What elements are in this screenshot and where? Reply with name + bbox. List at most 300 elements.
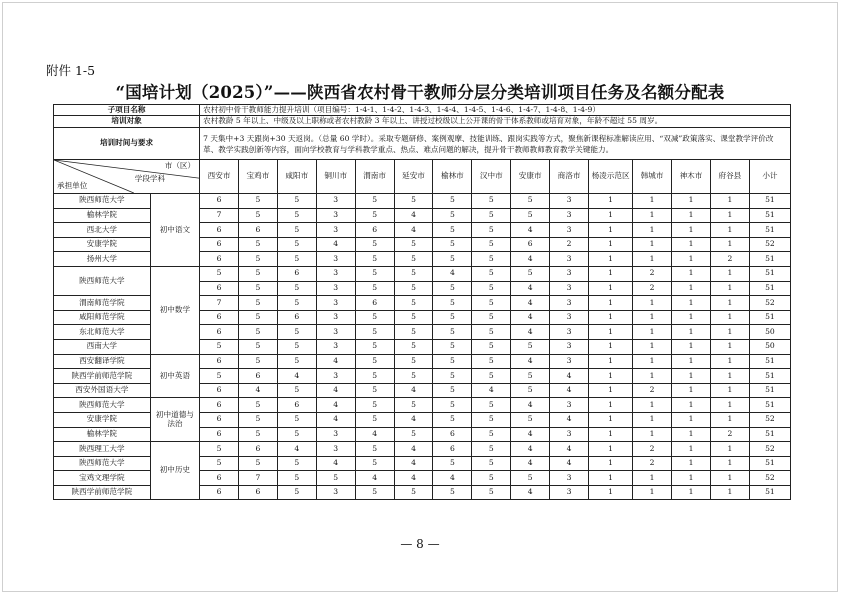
quota-cell: 5 xyxy=(277,339,316,354)
quota-cell: 6 xyxy=(433,442,472,457)
unit-cell: 西安外国语大学 xyxy=(54,383,151,398)
table-row xyxy=(54,266,791,281)
quota-cell: 6 xyxy=(200,398,239,413)
quota-cell: 5 xyxy=(394,325,433,340)
quota-cell: 1 xyxy=(589,427,633,442)
unit-cell: 陕西师范大学 xyxy=(54,456,151,471)
quota-cell: 1 xyxy=(672,471,711,486)
quota-cell: 1 xyxy=(672,485,711,500)
quota-cell: 6 xyxy=(355,296,394,311)
subproject-value: 农村初中骨干教师能力提升培训（项目编号：1-4-1、1-4-2、1-4-3、1-4-4、1-4-5、1-4-6、1-4-7、1-4-8、1-4-9） xyxy=(200,105,791,116)
quota-cell: 1 xyxy=(589,325,633,340)
quota-cell: 5 xyxy=(433,398,472,413)
quota-cell: 6 xyxy=(200,252,239,267)
quota-cell: 2 xyxy=(633,383,672,398)
quota-cell: 5 xyxy=(472,339,511,354)
quota-cell: 5 xyxy=(394,398,433,413)
quota-cell: 3 xyxy=(550,339,589,354)
quota-cell: 5 xyxy=(355,208,394,223)
unit-cell: 西北大学 xyxy=(54,223,151,238)
page-title: “国培计划（2025）”——陕西省农村骨干教师分层分类培训项目任务及名额分配表 xyxy=(115,83,725,102)
quota-cell: 5 xyxy=(355,325,394,340)
quota-cell: 5 xyxy=(277,252,316,267)
quota-cell: 5 xyxy=(472,442,511,457)
subtotal-cell: 52 xyxy=(749,237,790,252)
quota-cell: 1 xyxy=(589,296,633,311)
quota-cell: 3 xyxy=(316,485,355,500)
quota-cell: 5 xyxy=(472,310,511,325)
quota-cell: 3 xyxy=(316,325,355,340)
subtotal-cell: 51 xyxy=(749,383,790,398)
header-row xyxy=(54,160,791,194)
quota-cell: 4 xyxy=(394,471,433,486)
quota-cell: 5 xyxy=(355,252,394,267)
quota-cell: 5 xyxy=(511,383,550,398)
quota-cell: 5 xyxy=(355,281,394,296)
quota-cell: 5 xyxy=(433,354,472,369)
unit-cell: 安康学院 xyxy=(54,412,151,427)
quota-cell: 1 xyxy=(633,223,672,238)
quota-cell: 3 xyxy=(550,427,589,442)
quota-cell: 6 xyxy=(200,471,239,486)
quota-cell: 5 xyxy=(355,398,394,413)
quota-cell: 5 xyxy=(394,354,433,369)
quota-cell: 3 xyxy=(550,471,589,486)
quota-cell: 2 xyxy=(710,252,749,267)
quota-cell: 1 xyxy=(710,412,749,427)
unit-cell: 东北师范大学 xyxy=(54,325,151,340)
quota-cell: 1 xyxy=(633,325,672,340)
quota-cell: 5 xyxy=(277,281,316,296)
quota-cell: 5 xyxy=(200,442,239,457)
quota-cell: 4 xyxy=(550,383,589,398)
quota-cell: 5 xyxy=(433,223,472,238)
quota-cell: 5 xyxy=(355,354,394,369)
quota-cell: 1 xyxy=(710,442,749,457)
quota-cell: 1 xyxy=(589,383,633,398)
quota-cell: 3 xyxy=(316,310,355,325)
quota-cell: 3 xyxy=(550,252,589,267)
city-header: 西安市 xyxy=(200,160,239,194)
quota-cell: 5 xyxy=(277,383,316,398)
quota-cell: 5 xyxy=(394,339,433,354)
quota-cell: 1 xyxy=(633,339,672,354)
quota-cell: 4 xyxy=(277,442,316,457)
city-header: 神木市 xyxy=(672,160,711,194)
quota-cell: 1 xyxy=(672,354,711,369)
quota-cell: 5 xyxy=(200,266,239,281)
diagonal-header-cell xyxy=(54,160,200,194)
quota-cell: 4 xyxy=(511,442,550,457)
city-header: 小计 xyxy=(749,160,790,194)
quota-cell: 5 xyxy=(355,383,394,398)
quota-cell: 4 xyxy=(316,398,355,413)
quota-cell: 5 xyxy=(277,194,316,209)
quota-cell: 1 xyxy=(633,252,672,267)
quota-cell: 6 xyxy=(277,266,316,281)
quota-cell: 2 xyxy=(550,237,589,252)
quota-cell: 1 xyxy=(672,194,711,209)
city-header: 府谷县 xyxy=(710,160,749,194)
quota-cell: 1 xyxy=(633,194,672,209)
quota-cell: 5 xyxy=(472,266,511,281)
quota-cell: 5 xyxy=(433,325,472,340)
quota-cell: 5 xyxy=(472,194,511,209)
quota-cell: 5 xyxy=(433,237,472,252)
quota-cell: 5 xyxy=(433,339,472,354)
unit-cell: 西南大学 xyxy=(54,339,151,354)
quota-cell: 5 xyxy=(239,310,278,325)
subtotal-cell: 51 xyxy=(749,281,790,296)
quota-cell: 5 xyxy=(511,369,550,384)
unit-cell: 渭南师范学院 xyxy=(54,296,151,311)
quota-cell: 5 xyxy=(239,252,278,267)
diag-city-label: 市（区） xyxy=(164,161,196,170)
quota-cell: 5 xyxy=(472,398,511,413)
table-row xyxy=(54,194,791,209)
quota-cell: 4 xyxy=(511,252,550,267)
quota-cell: 5 xyxy=(200,339,239,354)
quota-cell: 4 xyxy=(511,354,550,369)
quota-cell: 1 xyxy=(710,223,749,238)
quota-cell: 5 xyxy=(277,208,316,223)
quota-cell: 1 xyxy=(710,354,749,369)
quota-cell: 4 xyxy=(511,456,550,471)
quota-cell: 5 xyxy=(355,194,394,209)
quota-cell: 3 xyxy=(550,266,589,281)
quota-cell: 5 xyxy=(239,325,278,340)
quota-cell: 5 xyxy=(433,208,472,223)
quota-cell: 1 xyxy=(672,412,711,427)
quota-cell: 1 xyxy=(589,310,633,325)
quota-cell: 1 xyxy=(633,369,672,384)
quota-cell: 1 xyxy=(672,369,711,384)
quota-cell: 1 xyxy=(589,412,633,427)
subtotal-cell: 50 xyxy=(749,325,790,340)
city-header: 渭南市 xyxy=(355,160,394,194)
quota-cell: 6 xyxy=(200,383,239,398)
quota-cell: 4 xyxy=(511,281,550,296)
quota-cell: 5 xyxy=(394,310,433,325)
subtotal-cell: 51 xyxy=(749,310,790,325)
quota-cell: 5 xyxy=(433,194,472,209)
table-row xyxy=(54,398,791,413)
subject-cell: 初中道德与法治 xyxy=(150,398,199,442)
quota-cell: 1 xyxy=(710,485,749,500)
quota-cell: 3 xyxy=(316,339,355,354)
quota-cell: 4 xyxy=(511,325,550,340)
quota-cell: 5 xyxy=(277,223,316,238)
subtotal-cell: 51 xyxy=(749,252,790,267)
table-row xyxy=(54,354,791,369)
quota-cell: 5 xyxy=(239,281,278,296)
quota-cell: 4 xyxy=(511,296,550,311)
subtotal-cell: 52 xyxy=(749,471,790,486)
subproject-label: 子项目名称 xyxy=(54,105,200,116)
quota-cell: 5 xyxy=(355,412,394,427)
quota-cell: 5 xyxy=(472,471,511,486)
quota-cell: 1 xyxy=(710,369,749,384)
quota-cell: 1 xyxy=(633,354,672,369)
quota-cell: 5 xyxy=(433,310,472,325)
quota-cell: 5 xyxy=(472,369,511,384)
quota-cell: 5 xyxy=(433,412,472,427)
quota-cell: 1 xyxy=(589,208,633,223)
quota-cell: 6 xyxy=(200,427,239,442)
quota-cell: 6 xyxy=(200,485,239,500)
quota-cell: 1 xyxy=(633,485,672,500)
quota-cell: 5 xyxy=(472,223,511,238)
quota-cell: 5 xyxy=(200,369,239,384)
quota-cell: 3 xyxy=(316,223,355,238)
quota-cell: 1 xyxy=(633,412,672,427)
quota-cell: 1 xyxy=(672,281,711,296)
quota-cell: 1 xyxy=(589,456,633,471)
quota-cell: 1 xyxy=(672,266,711,281)
quota-cell: 6 xyxy=(200,354,239,369)
quota-cell: 6 xyxy=(200,281,239,296)
quota-cell: 1 xyxy=(672,325,711,340)
subtotal-cell: 50 xyxy=(749,339,790,354)
quota-cell: 4 xyxy=(355,427,394,442)
subproject-row xyxy=(54,105,791,116)
target-label: 培训对象 xyxy=(54,116,200,128)
subject-cell: 初中数学 xyxy=(150,266,199,354)
quota-cell: 1 xyxy=(633,296,672,311)
quota-cell: 5 xyxy=(472,237,511,252)
quota-cell: 3 xyxy=(550,223,589,238)
quota-cell: 5 xyxy=(239,398,278,413)
quota-cell: 1 xyxy=(633,208,672,223)
subtotal-cell: 52 xyxy=(749,442,790,457)
quota-cell: 1 xyxy=(633,471,672,486)
quota-cell: 1 xyxy=(633,237,672,252)
quota-cell: 5 xyxy=(394,252,433,267)
quota-cell: 4 xyxy=(394,208,433,223)
quota-cell: 3 xyxy=(550,398,589,413)
quota-cell: 1 xyxy=(589,266,633,281)
city-header: 延安市 xyxy=(394,160,433,194)
city-header: 咸阳市 xyxy=(277,160,316,194)
quota-cell: 1 xyxy=(710,194,749,209)
unit-cell: 陕西师范大学 xyxy=(54,194,151,209)
quota-cell: 5 xyxy=(433,456,472,471)
city-header: 韩城市 xyxy=(633,160,672,194)
unit-cell: 榆林学院 xyxy=(54,427,151,442)
quota-cell: 5 xyxy=(511,266,550,281)
target-value: 农村教龄 5 年以上、中级及以上职称或者农村教龄 3 年以上、讲授过校级以上公开课的骨干体系教师或培育对象，年龄不超过 55 周岁。 xyxy=(200,116,791,128)
quota-cell: 3 xyxy=(550,194,589,209)
quota-cell: 5 xyxy=(277,237,316,252)
quota-cell: 5 xyxy=(277,427,316,442)
quota-cell: 6 xyxy=(511,237,550,252)
quota-cell: 3 xyxy=(316,442,355,457)
quota-cell: 2 xyxy=(633,456,672,471)
time-value: 7 天集中+3 天跟岗+30 天返岗。（总量 60 学时）。采取专题研修、案例观摩、技能训练、跟岗实践等方式，聚焦新课程标准解读应用、“双减”政策落实、课堂教学评价改革、教学实践创新等内容，面向学校教育与学科教学重点、热点、难点问题的解决，提升骨干教师教师教育教学关键能力。 xyxy=(200,128,791,160)
quota-cell: 1 xyxy=(672,223,711,238)
quota-cell: 5 xyxy=(394,296,433,311)
quota-cell: 5 xyxy=(472,296,511,311)
quota-cell: 1 xyxy=(589,442,633,457)
quota-cell: 6 xyxy=(200,194,239,209)
quota-cell: 3 xyxy=(550,310,589,325)
quota-cell: 4 xyxy=(511,427,550,442)
quota-cell: 3 xyxy=(316,208,355,223)
quota-cell: 4 xyxy=(550,369,589,384)
quota-cell: 4 xyxy=(394,223,433,238)
quota-cell: 4 xyxy=(394,383,433,398)
quota-cell: 5 xyxy=(511,194,550,209)
quota-cell: 5 xyxy=(239,412,278,427)
quota-cell: 3 xyxy=(550,354,589,369)
quota-cell: 5 xyxy=(394,194,433,209)
quota-cell: 1 xyxy=(672,339,711,354)
subtotal-cell: 51 xyxy=(749,354,790,369)
quota-cell: 1 xyxy=(589,354,633,369)
quota-cell: 2 xyxy=(633,281,672,296)
quota-cell: 6 xyxy=(200,310,239,325)
quota-cell: 5 xyxy=(472,252,511,267)
quota-cell: 1 xyxy=(710,325,749,340)
quota-cell: 3 xyxy=(550,208,589,223)
unit-cell: 陕西师范大学 xyxy=(54,266,151,295)
quota-cell: 1 xyxy=(589,252,633,267)
quota-cell: 4 xyxy=(316,412,355,427)
quota-cell: 3 xyxy=(316,427,355,442)
quota-cell: 4 xyxy=(511,398,550,413)
quota-cell: 5 xyxy=(394,369,433,384)
city-header: 汉中市 xyxy=(472,160,511,194)
quota-cell: 5 xyxy=(472,485,511,500)
quota-cell: 5 xyxy=(239,427,278,442)
quota-cell: 4 xyxy=(239,383,278,398)
quota-cell: 7 xyxy=(200,208,239,223)
subtotal-cell: 51 xyxy=(749,369,790,384)
quota-cell: 5 xyxy=(433,485,472,500)
subject-cell: 初中英语 xyxy=(150,354,199,398)
quota-cell: 6 xyxy=(200,237,239,252)
quota-cell: 4 xyxy=(472,383,511,398)
quota-cell: 1 xyxy=(672,442,711,457)
subtotal-cell: 52 xyxy=(749,296,790,311)
quota-cell: 5 xyxy=(394,266,433,281)
quota-cell: 6 xyxy=(277,398,316,413)
quota-cell: 4 xyxy=(511,485,550,500)
quota-cell: 4 xyxy=(511,310,550,325)
quota-cell: 5 xyxy=(511,339,550,354)
quota-cell: 1 xyxy=(589,194,633,209)
quota-cell: 5 xyxy=(239,354,278,369)
quota-cell: 4 xyxy=(316,383,355,398)
quota-cell: 4 xyxy=(433,471,472,486)
quota-cell: 5 xyxy=(277,296,316,311)
quota-cell: 1 xyxy=(589,281,633,296)
quota-cell: 4 xyxy=(394,412,433,427)
quota-cell: 6 xyxy=(200,223,239,238)
quota-cell: 6 xyxy=(200,325,239,340)
unit-cell: 陕西理工大学 xyxy=(54,442,151,457)
subtotal-cell: 52 xyxy=(749,412,790,427)
quota-cell: 2 xyxy=(710,427,749,442)
quota-cell: 1 xyxy=(672,310,711,325)
quota-cell: 1 xyxy=(710,296,749,311)
quota-cell: 6 xyxy=(239,369,278,384)
unit-cell: 陕西师范大学 xyxy=(54,398,151,413)
quota-cell: 5 xyxy=(277,456,316,471)
quota-cell: 4 xyxy=(550,412,589,427)
city-header: 安康市 xyxy=(511,160,550,194)
quota-cell: 1 xyxy=(672,296,711,311)
quota-cell: 4 xyxy=(394,456,433,471)
subtotal-cell: 51 xyxy=(749,456,790,471)
quota-cell: 1 xyxy=(633,310,672,325)
city-header: 杨凌示范区 xyxy=(589,160,633,194)
quota-cell: 6 xyxy=(433,427,472,442)
quota-cell: 1 xyxy=(710,383,749,398)
subtotal-cell: 51 xyxy=(749,208,790,223)
unit-cell: 西安翻译学院 xyxy=(54,354,151,369)
quota-cell: 2 xyxy=(633,442,672,457)
quota-cell: 5 xyxy=(239,456,278,471)
quota-cell: 5 xyxy=(277,325,316,340)
target-row xyxy=(54,116,791,128)
quota-cell: 5 xyxy=(394,281,433,296)
quota-cell: 1 xyxy=(672,456,711,471)
quota-cell: 5 xyxy=(355,266,394,281)
quota-cell: 1 xyxy=(589,398,633,413)
quota-cell: 4 xyxy=(394,442,433,457)
quota-cell: 5 xyxy=(472,412,511,427)
time-row xyxy=(54,128,791,160)
unit-cell: 咸阳师范学院 xyxy=(54,310,151,325)
city-header: 宝鸡市 xyxy=(239,160,278,194)
quota-cell: 5 xyxy=(239,237,278,252)
quota-cell: 1 xyxy=(672,208,711,223)
quota-cell: 5 xyxy=(433,296,472,311)
quota-cell: 1 xyxy=(710,266,749,281)
quota-cell: 1 xyxy=(710,456,749,471)
unit-cell: 宝鸡文理学院 xyxy=(54,471,151,486)
quota-cell: 1 xyxy=(589,223,633,238)
quota-cell: 1 xyxy=(672,398,711,413)
quota-cell: 6 xyxy=(239,442,278,457)
unit-cell: 陕西学前师范学院 xyxy=(54,485,151,500)
quota-cell: 5 xyxy=(433,252,472,267)
unit-cell: 榆林学院 xyxy=(54,208,151,223)
quota-cell: 1 xyxy=(589,237,633,252)
unit-cell: 扬州大学 xyxy=(54,252,151,267)
quota-cell: 5 xyxy=(472,354,511,369)
subject-cell: 初中历史 xyxy=(150,442,199,500)
quota-cell: 6 xyxy=(239,485,278,500)
quota-cell: 1 xyxy=(710,398,749,413)
quota-cell: 3 xyxy=(550,485,589,500)
quota-cell: 2 xyxy=(633,266,672,281)
diag-subject-label: 学段学科 xyxy=(134,174,166,183)
quota-cell: 1 xyxy=(672,383,711,398)
quota-cell: 5 xyxy=(472,456,511,471)
page-number: — 8 — xyxy=(400,537,440,551)
quota-cell: 5 xyxy=(316,471,355,486)
quota-cell: 5 xyxy=(472,325,511,340)
attachment-label: 附件 1-5 xyxy=(46,63,96,78)
quota-cell: 4 xyxy=(550,442,589,457)
subtotal-cell: 51 xyxy=(749,266,790,281)
quota-cell: 5 xyxy=(355,237,394,252)
quota-cell: 3 xyxy=(316,266,355,281)
quota-cell: 6 xyxy=(277,310,316,325)
quota-cell: 5 xyxy=(394,485,433,500)
